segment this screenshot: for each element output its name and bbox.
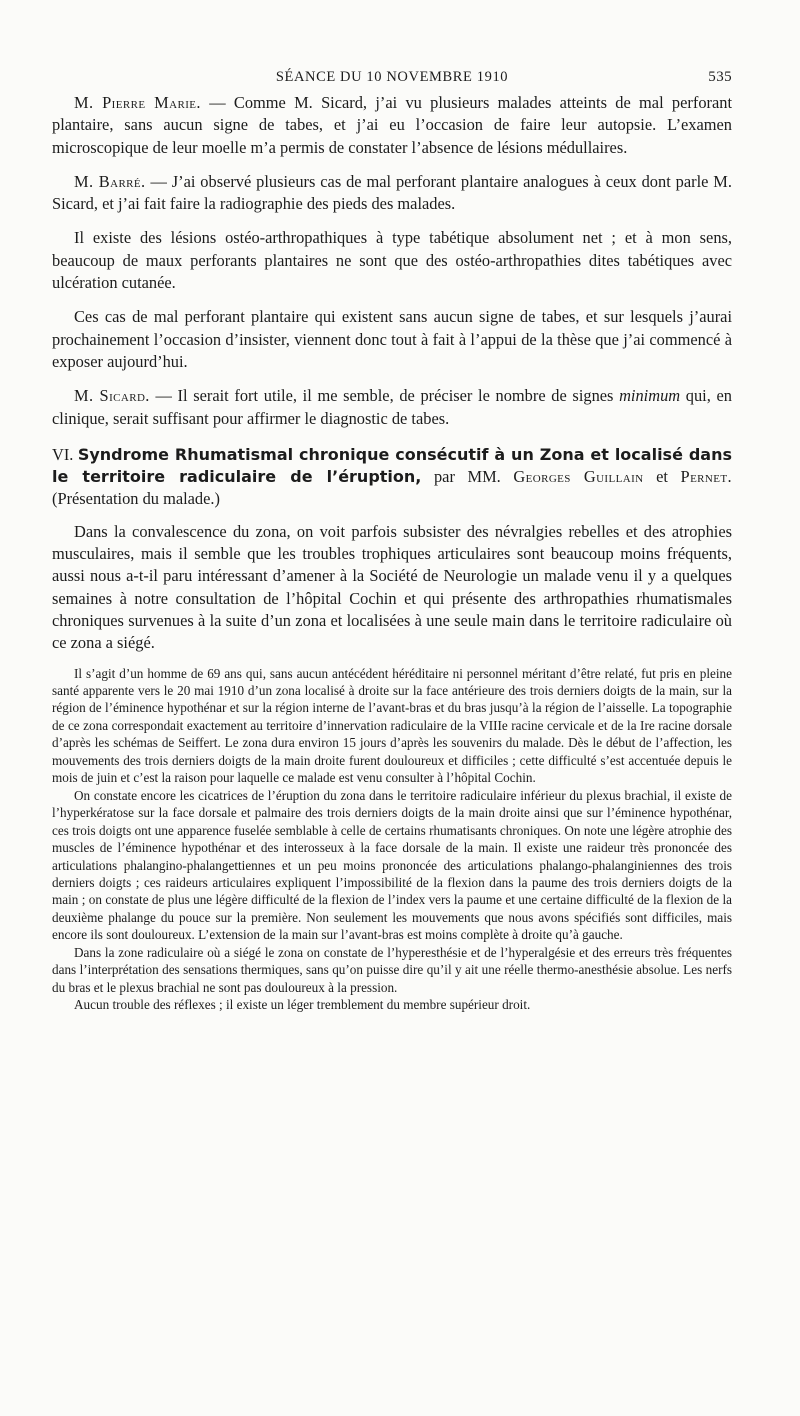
section-heading [52,444,732,511]
paragraph-lesions: Il existe des lésions ostéo-arthropathiques à type tabétique absolument net ; et à mon sens, beaucoup de maux perforants plantaires ne sont que des ostéo-arthropathies dites tabétiques avec ulcération cutanée. [52,228,732,293]
paragraph-text: — Il serait fort utile, il me semble, de préciser le nombre de signes [149,386,620,406]
paragraph-barre [52,171,732,216]
case-paragraph-history: Il s’agit d’un homme de 69 ans qui, sans aucun antécédent héréditaire ni personnel méritant d’être relaté, fut pris en pleine santé apparente vers le 20 mai 1910 d’un zona localisé à droite sur la face antérieure des trois derniers doigts de la main, sur la région de l’éminence hypothénar et sur la région interne de l’avant-bras et du bras jusqu’à la région de l’aisselle. La topographie de ce zona correspondait exactement au territoire d’innervation radiculaire de la VIIIe racine cervicale et de la Ire racine dorsale d’après les schémas de Seiffert. Le zona dura environ 15 jours d’après les souvenirs du malade. Dès le début de l’affection, les mouvements des trois derniers doigts de la main droite furent douloureux et difficiles ; cette difficulté s’est accentuée depuis le mois de juin et c’est la raison pour laquelle ce malade est venu consulter à l’hôpital Cochin. [52,665,732,786]
section-title: Syndrome Rhumatismal chronique consécutif à un Zona et localisé dans le territoire radiculaire de l’éruption, [52,444,732,487]
section-and: et [643,467,681,487]
speaker-name: M. Pierre Marie. [74,93,201,112]
author-name: Georges Guillain [513,467,644,487]
case-paragraph-sensory: Dans la zone radiculaire où a siégé le zona on constate de l’hyperesthésie et de l’hyperalgésie et des erreurs très fréquentes dans l’interprétation des sensations thermiques, sans qu’on puisse dire qu’il y ait une réelle thermo-anesthésie absolue. Les nerfs du bras et le plexus brachial ne sont pas douloureux à la pression. [52,944,732,995]
italic-term: minimum [619,386,681,406]
running-head [52,62,732,92]
paragraph-text: — J’ai observé plusieurs cas de mal perforant plantaire analogues à ceux dont parle M. Sicard, et j’ai fait faire la radiographie des pieds des malades. [52,171,732,214]
case-paragraph-exam: On constate encore les cicatrices de l’éruption du zona dans le territoire radiculaire inférieur du plexus brachial, il existe de l’hyperkératose sur la face dorsale et palmaire des trois derniers doigts de la main droite ainsi que sur l’éminence hypothénar, ces trois doigts ont une apparence fuselée semblable à celle de certains rhumatisants chroniques. On note une légère atrophie des muscles de l’éminence hypothénar et des interosseux à la face dorsale de la main. Il existe une raideur très prononcée des articulations phalangino-phalangettiennes et un peu moins prononcée des articulations phalango-phalanginiennes des trois derniers doigts ; ces raideurs articulaires expliquent l’impossibilité de la flexion dans la paume des trois derniers doigts de la main ; on constate de plus une légère difficulté de la flexion de l’index vers la paume et une certaine difficulté de la flexion de la deuxième phalange du pouce sur la première. Non seulement les mouvements que nous avons spécifiés sont difficiles, mais encore ils sont douloureux. L’extension de la main sur l’avant-bras est moins complète à droite qu’à gauche. [52,787,732,943]
case-report [52,665,732,1014]
section-note: (Présentation du malade.) [52,489,220,509]
author-name: Pernet. [680,467,732,487]
page-number: 535 [708,69,732,85]
intro-paragraph: Dans la convalescence du zona, on voit parfois subsister des névralgies rebelles et des atrophies musculaires, mais il semble que les troubles trophiques articulaires sont beaucoup moins fréquents, aussi nous a-t-il paru intéressant d’amener à la Société de Neurologie un malade venu il y a quelques semaines à notre consultation de l’hôpital Cochin et qui présente des arthropathies rhumatismales chroniques survenues à la suite d’un zona et localisées à une seule main dans le territoire radiculaire où ce zona a siégé. [52,521,732,653]
paragraph-cases: Ces cas de mal perforant plantaire qui existent sans aucun signe de tabes, et sur lesquels j’aurai prochainement l’occasion d’insister, viennent donc tout à fait à l’appui de la thèse que j’ai commencé à exposer aujourd’hui. [52,307,732,371]
intro-block [52,521,732,655]
section-number: VI. [52,444,78,464]
section-by: par MM. [421,467,514,487]
speaker-name: M. Sicard. [74,386,150,406]
discussion-block [52,92,732,430]
paragraph-text: qui, en clinique, serait suffisant pour affirmer le diagnostic de tabes. [52,386,732,428]
case-paragraph-reflexes: Aucun trouble des réflexes ; il existe un léger tremblement du membre supérieur droit. [74,997,531,1013]
paragraph-sicard [52,385,732,430]
running-title: SÉANCE DU 10 NOVEMBRE 1910 [275,69,509,85]
paragraph-text: — Comme M. Sicard, j’ai vu plusieurs malades atteints de mal perforant plantaire, sans aucun signe de tabes, et j’ai eu l’occasion de faire leur autopsie. L’examen microscopique de leur moelle m’a permis de constater l’absence de lésions médullaires. [52,93,732,157]
speaker-name: M. Barré. [74,171,146,191]
paragraph-marie [52,92,732,159]
